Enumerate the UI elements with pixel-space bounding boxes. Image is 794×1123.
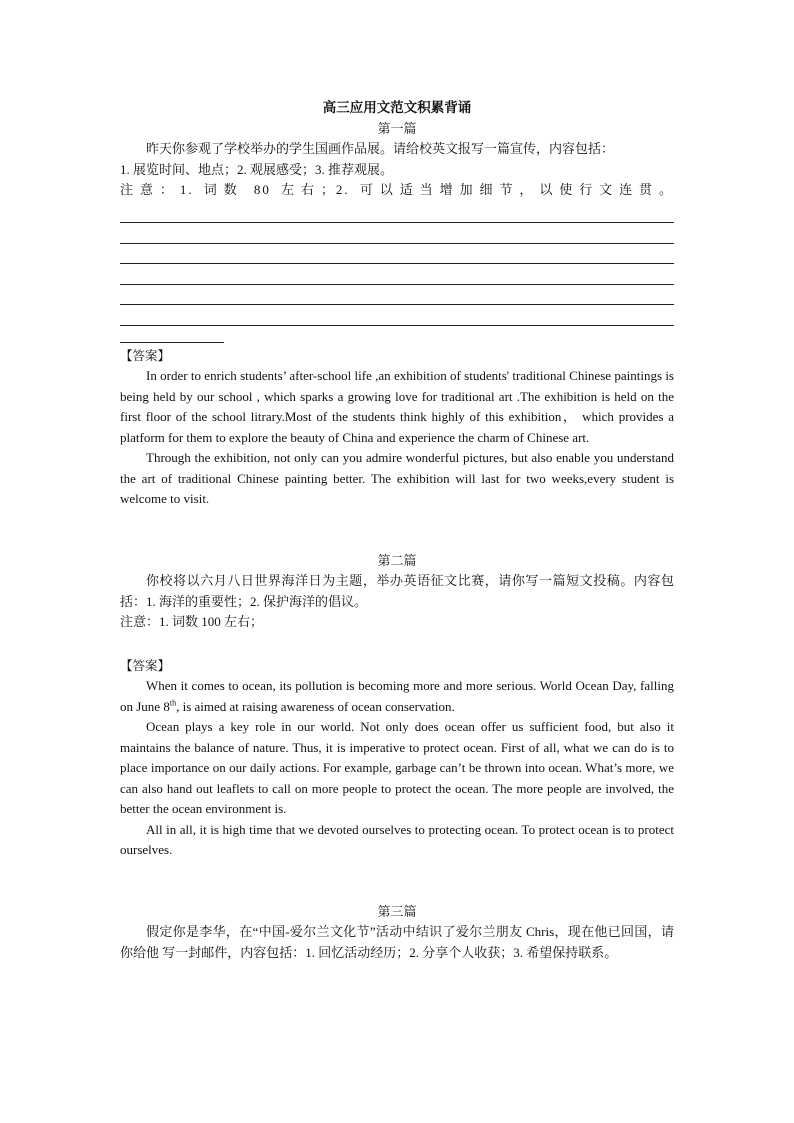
section-2-note: 注意：1. 词数 100 左右；	[120, 614, 264, 629]
writing-line	[120, 223, 674, 244]
answer-text: When it comes to ocean, its pollution is becoming more and more serious. World Ocean Day, falling on June 8	[120, 678, 674, 714]
section-1	[120, 119, 674, 510]
writing-line	[120, 305, 674, 326]
spacer	[120, 861, 674, 902]
writing-line	[120, 326, 224, 343]
section-3-prompt: 假定你是李华，在“中国-爱尔兰文化节”活动中结识了爱尔兰朋友 Chris，现在他已回国，请你给他 写一封邮件，内容包括：1. 回忆活动经历；2. 分享个人收获；3. 希望保持联系。	[120, 924, 674, 960]
writing-line	[120, 203, 674, 224]
writing-line	[120, 244, 674, 265]
section-3-heading: 第三篇	[377, 903, 417, 919]
document-title: 高三应用文范文积累背诵	[322, 100, 472, 115]
ordinal-suffix: th	[169, 698, 177, 708]
answer-text: , is aimed at raising awareness of ocean conservation.	[176, 698, 455, 714]
section-1-note: 注意：1. 词数 80 左右；2. 可以适当增加细节，以使行文连贯。	[120, 182, 674, 197]
spacer	[120, 510, 674, 551]
document-page	[120, 98, 674, 963]
section-1-heading: 第一篇	[377, 120, 417, 136]
section-1-items: 1. 展览时间、地点；2. 观展感受；3. 推荐观展。	[120, 161, 394, 177]
section-1-answer-paragraph: In order to enrich students’ after-school life ,an exhibition of students' traditional Chinese paintings is being held by our school , which sparks a growing love for traditional art .The exhibition is held on the first floor of the school litrary.Most of the students think highly of this exhibition， which provides a platform for them to explore the beauty of China and experience the charm of Chinese art.	[120, 368, 674, 445]
section-2-answer-paragraph: Ocean plays a key role in our world. Not only does ocean offer us sufficient food, but also it maintains the balance of nature. Thus, it is imperative to protect ocean. First of all, what we can do is to place importance on our daily actions. For example, garbage can’t be thrown into ocean. What’s more, we can also hand out leaflets to call on more people to protect the ocean. The more people are involved, the better the ocean environment is.	[120, 719, 674, 816]
section-3	[120, 902, 674, 964]
writing-line	[120, 285, 674, 306]
section-2-answer-paragraph	[120, 676, 674, 717]
section-2-heading: 第二篇	[377, 552, 417, 568]
section-2-answer-label: 【答案】	[120, 657, 171, 673]
section-1-prompt: 昨天你参观了学校举办的学生国画作品展。请给校英文报写一篇宣传，内容包括：	[146, 141, 615, 156]
spacer	[120, 633, 674, 653]
section-1-answer-paragraph: Through the exhibition, not only can you admire wonderful pictures, but also enable you understand the art of traditional Chinese painting better. The exhibition will last for two weeks,every student is welcome to visit.	[120, 450, 674, 506]
section-2-answer-paragraph: All in all, it is high time that we devoted ourselves to protecting ocean. To protect ocean is to protect ourselves.	[120, 821, 674, 857]
section-1-answer-label: 【答案】	[120, 347, 171, 363]
section-2-prompt: 你校将以六月八日世界海洋日为主题，举办英语征文比赛，请你写一篇短文投稿。内容包括：1. 海洋的重要性；2. 保护海洋的倡议。	[120, 573, 674, 609]
answer-writing-lines	[120, 201, 674, 343]
writing-line	[120, 264, 674, 285]
section-2	[120, 551, 674, 861]
